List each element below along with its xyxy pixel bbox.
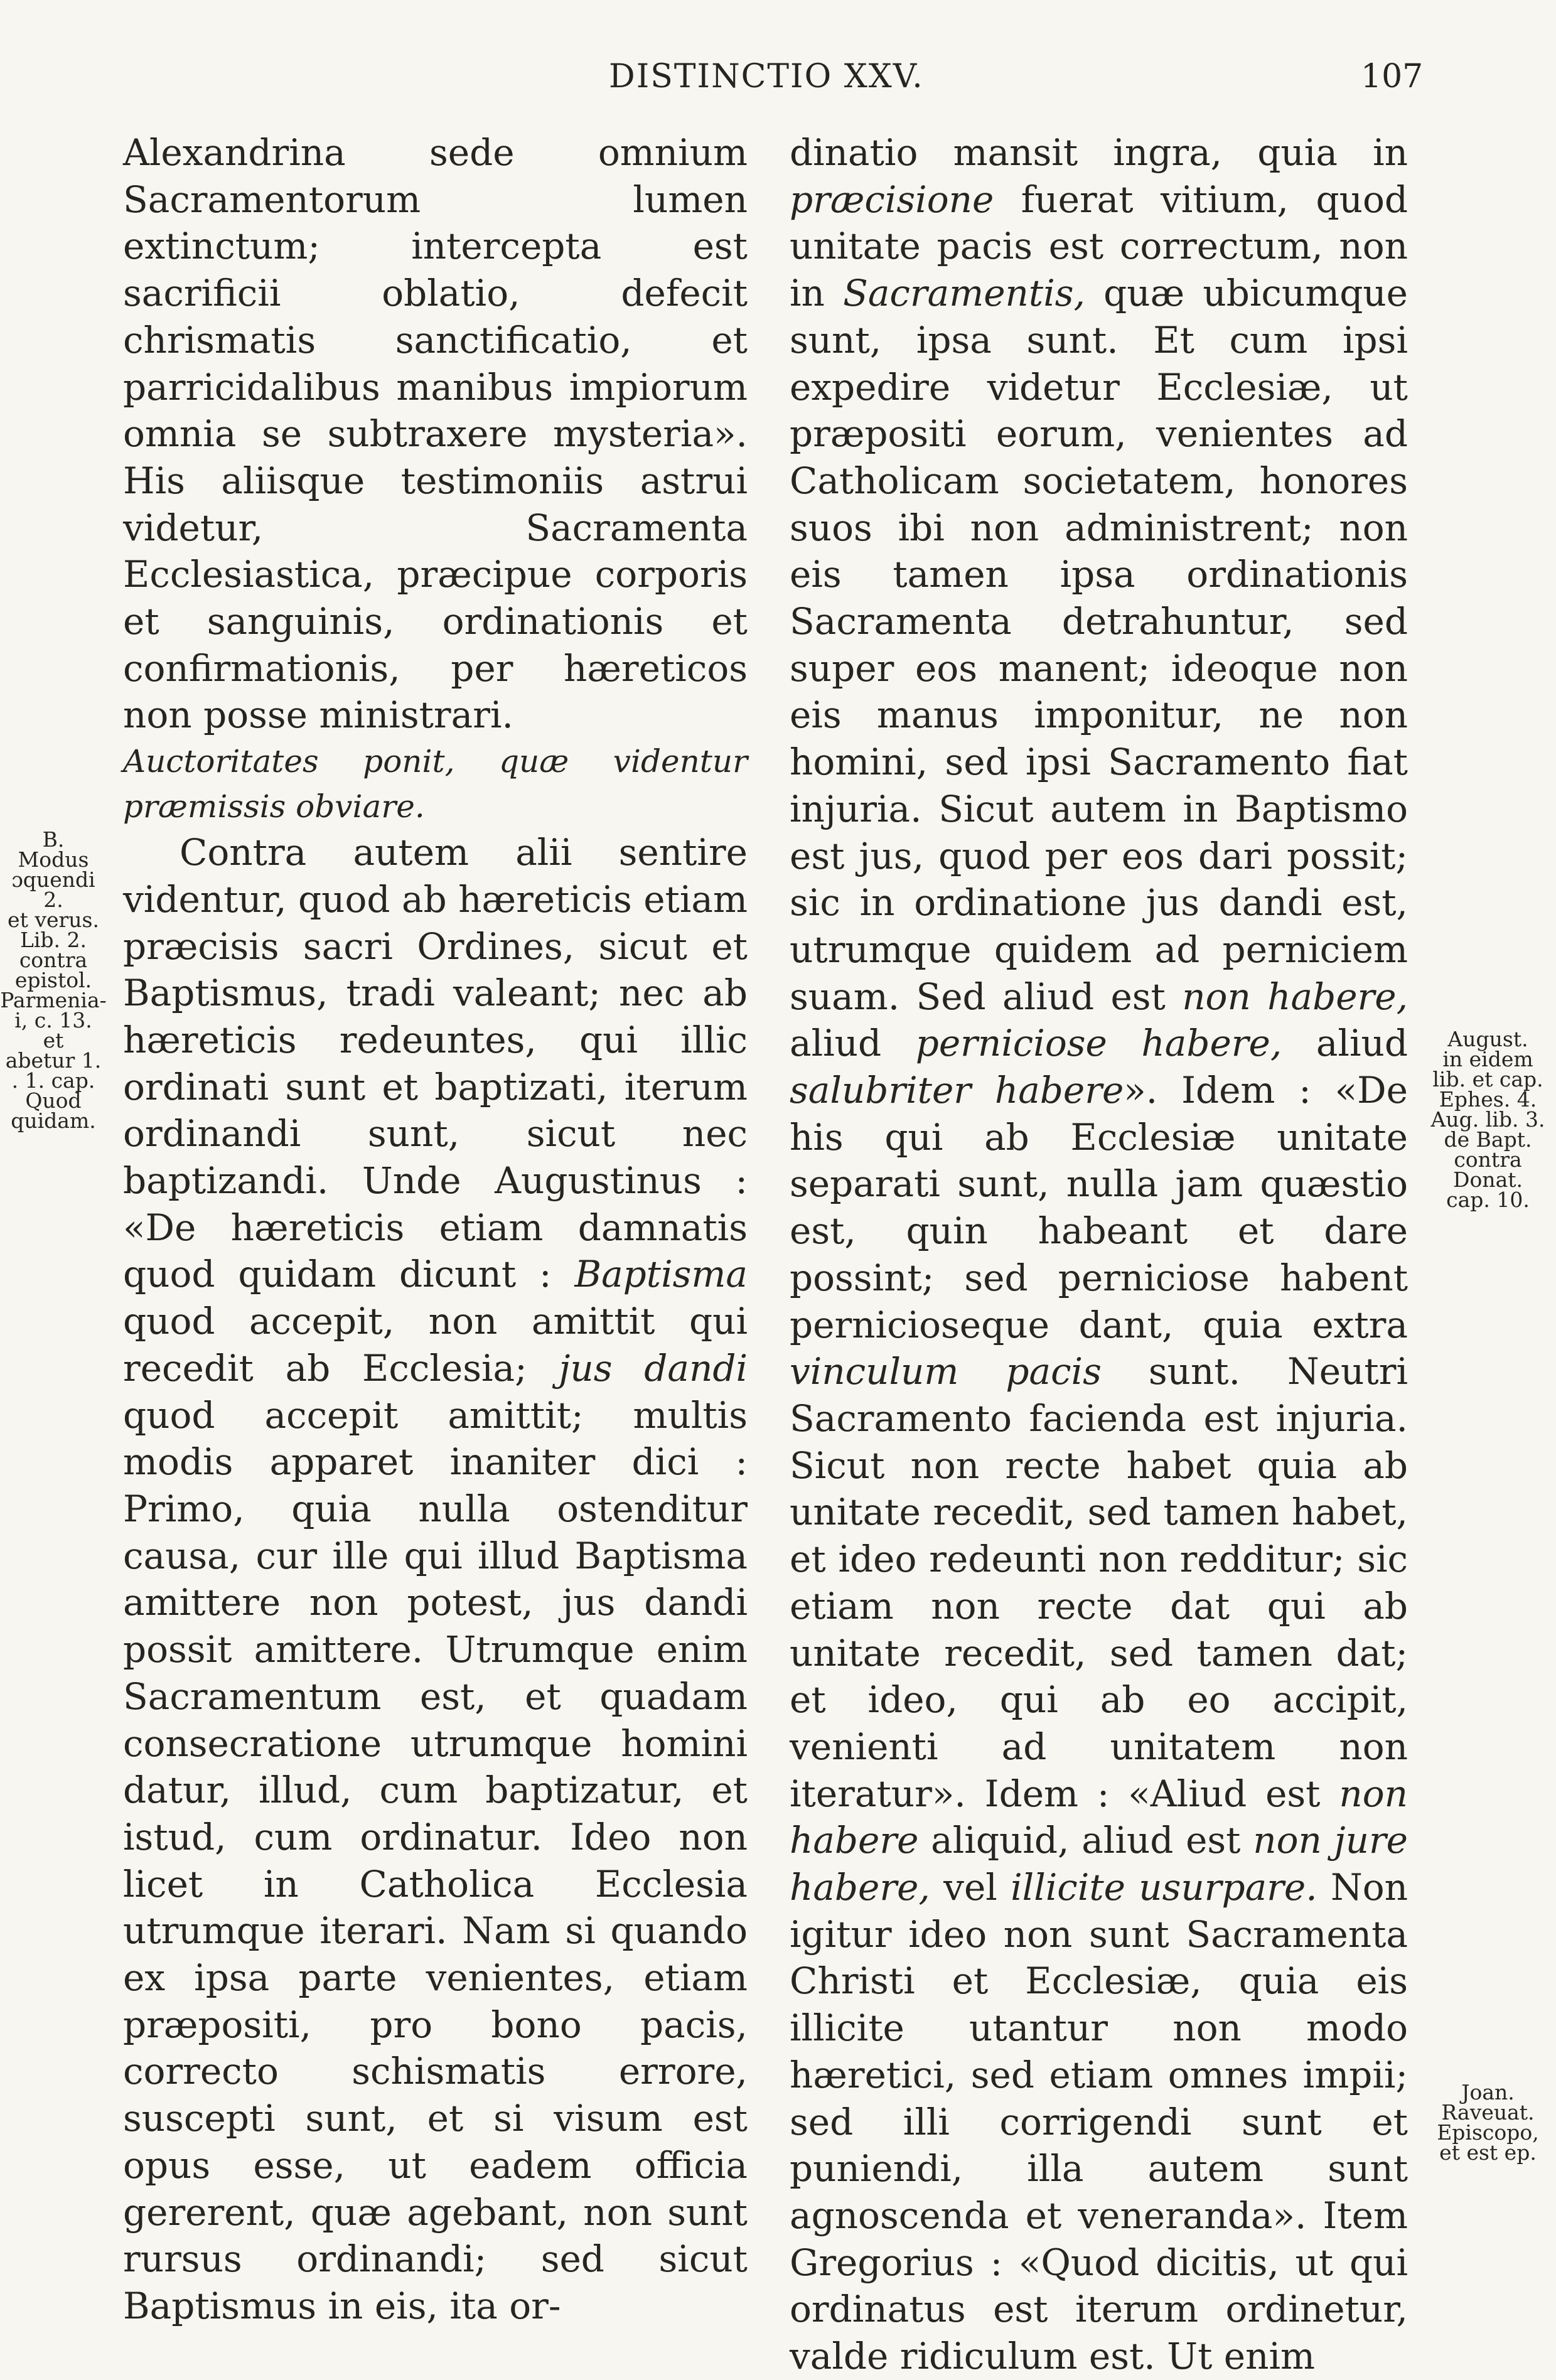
left-column [123,129,748,2330]
italic-run: jus dandi [559,1346,748,1390]
text-run: Contra autem alii sentire videntur, quod ab hæreticis etiam præcisis sacri Ordines, sicut et Baptismus, tradi valeant; nec ab hæreticis redeuntes, qui illic ordinati sunt et baptizati, iterum ordinandi sunt, sicut nec baptizandi. Unde Augustinus : «De hæreticis etiam damnatis quod quidam dicunt : [123,831,748,1296]
text-run: quod accepit, non amittit qui recedit ab Ecclesia; [123,1300,748,1390]
margin-note-right [1420,2082,1556,2163]
margin-line: abetur 1. [5,1048,102,1073]
margin-line: August. [1447,1027,1528,1051]
text-run: aliud [1282,1022,1408,1065]
margin-note-left [0,827,107,1133]
paragraph [123,829,748,2330]
italic-run: præcisione [790,178,994,221]
page-number: 107 [1361,58,1424,95]
margin-note-right [1420,1029,1556,1210]
italic-run: illicite usurpare. [1011,1866,1317,1909]
text-run: fuerat vitium, quod unitate pacis est correctum, non in [790,178,1408,315]
margin-line: contra [1454,1147,1522,1172]
paragraph: Alexandrina sede omnium Sacramentorum lumen extinctum; intercepta est sacrificii oblatio, defecit chrismatis sanctificatio, et parricidalibus manibus impiorum omnia se subtraxere mysteria». His aliisque testimoniis astrui videtur, Sacramenta Ecclesiastica, præcipue corporis et sanguinis, ordinationis et confirmationis, per hæreticos non posse ministrari. [123,131,748,737]
text-run: ». Idem : «De his qui ab Ecclesiæ unitate separati sunt, nulla jam quæstio est, quin habeant et dare possint; sed perniciose habent pernicioseque dant, quia extra [790,1069,1408,1346]
margin-line: in eidem [1442,1047,1533,1071]
margin-line: ɔquendi 2. [11,867,95,912]
running-head: DISTINCTIO XXV. [609,58,924,95]
text-run: Non igitur ideo non sunt Sacramenta Christi et Ecclesiæ, quia eis illicite utantur non modo hæretici, sed etiam omnes impii; sed illi corrigendi sunt et puniendi, illa autem sunt agnoscenda et veneranda». Item Gregorius : «Quod dicitis, ut qui ordinatus est iterum ordinetur, valde ridiculum est. Ut enim [790,1866,1408,2378]
margin-line: Donat. [1452,1167,1523,1192]
margin-line: Ephes. 4. [1439,1087,1537,1112]
text-run: vel [930,1866,1011,1909]
right-column [790,129,1408,2380]
text-run: dinatio mansit ingra, quia in [790,131,1408,174]
text-run: aliud [790,1022,916,1065]
text-run: aliquid, aliud est [918,1819,1253,1862]
margin-line: i, c. 13. [14,1008,92,1032]
paragraph [790,129,1408,2380]
margin-line: contra [19,948,88,972]
margin-line: Parmenia- [0,988,107,1012]
margin-line: et est ep. [1439,2140,1537,2165]
margin-line: Modus [18,847,89,872]
margin-line: epistol. [14,968,92,992]
text-run: quæ ubicumque sunt, ipsa sunt. Et cum ipsi expedire videtur Ecclesiæ, ut præpositi eorum, venientes ad Catholicam societatem, honores suos ibi non administrent; non eis tamen ipsa ordinationis Sacramenta detrahuntur, sed super eos manent; ideoque non eis manus imponitur, ne non homini, sed ipsi Sacramento fiat injuria. Sicut autem in Baptismo est jus, quod per eos dari possit; sic in ordinatione jus dandi est, utrumque quidem ad perniciem suam. Sed aliud est [790,272,1408,1018]
margin-line: Lib. 2. [19,928,87,952]
italic-run: non habere [790,1772,1408,1862]
margin-line: de Bapt. [1444,1127,1532,1152]
margin-line: . 1. cap. [11,1068,95,1093]
italic-run: Baptisma [574,1253,748,1296]
margin-line: et [43,1028,64,1053]
italic-run: Sacramentis, [843,272,1085,315]
margin-line: et verus. [8,908,99,932]
italic-run: non habere, [1182,975,1408,1018]
margin-line: Episcopo, [1437,2120,1539,2145]
text-run: quod accepit amittit; multis modis apparet inaniter dici : Primo, quia nulla ostenditur causa, cur ille qui illud Baptisma amittere non potest, jus dandi possit amittere. Utrumque enim Sacramentum est, et quadam consecratione utrumque homini datur, illud, cum baptizatur, et istud, cum ordinatur. Ideo non licet in Catholica Ecclesia utrumque iterari. Nam si quando ex ipsa parte venientes, etiam præpositi, pro bono pacis, correcto schismatis errore, suscepti sunt, et si visum est opus esse, ut eadem officia gererent, quæ agebant, non sunt rursus ordinandi; sed sicut Baptismus in eis, ita or- [123,1393,748,2327]
italic-run: salubriter habere [790,1069,1124,1112]
margin-line: lib. et cap. [1432,1067,1543,1091]
margin-line: B. [42,827,65,852]
italic-run: vinculum pacis [790,1350,1102,1393]
italic-run: non jure habere, [790,1819,1408,1909]
margin-line: Joan. [1461,2080,1515,2104]
margin-line: Quod [25,1088,82,1113]
margin-line: Raveuat. [1441,2100,1535,2125]
margin-line: Aug. lib. 3. [1430,1107,1545,1132]
text-run: sunt. Neutri Sacramento facienda est injuria. Sicut non recte habet quia ab unitate recedit, sed tamen habet, et ideo redeunti non redditur; sic etiam non recte dat qui ab unitate recedit, sed tamen dat; et ideo, qui ab eo accipit, venienti ad unitatem non iteratur». Idem : «Aliud est [790,1350,1408,1815]
italic-run: perniciose habere, [915,1022,1282,1065]
margin-line: cap. 10. [1446,1187,1530,1212]
section-heading: Auctoritates ponit, quæ videntur præmissis obviare. [123,743,748,825]
margin-line: quidam. [11,1108,96,1133]
